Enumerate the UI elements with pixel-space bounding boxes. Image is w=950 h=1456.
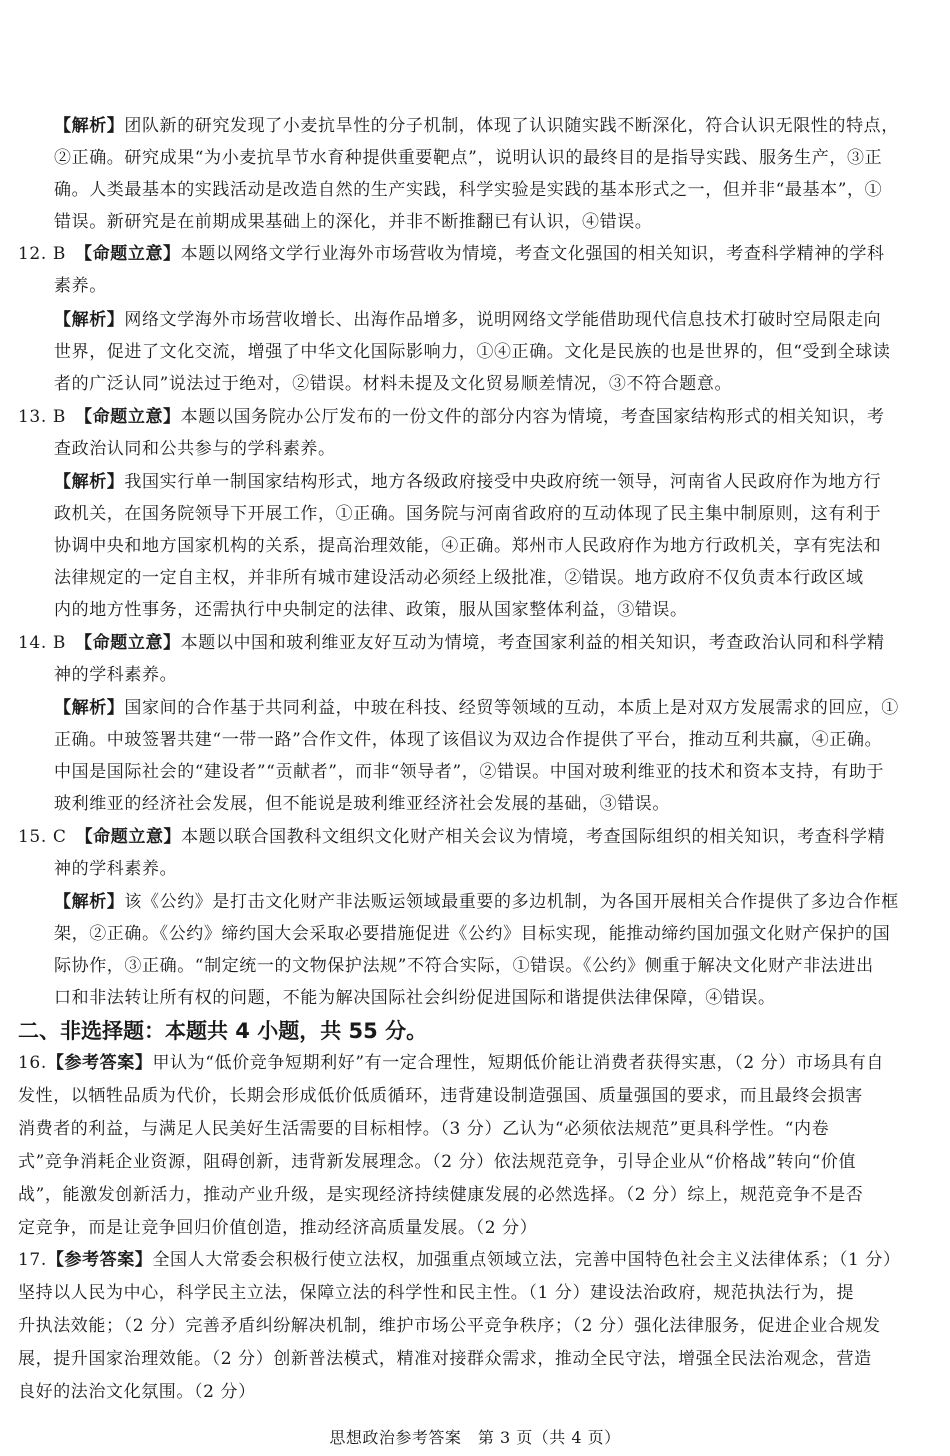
q12-intent-line-2: 素养。: [54, 276, 107, 296]
q13-analysis-line-4: 法律规定的一定自主权，并非所有城市建设活动必须经上级批准，②错误。地方政府不仅负责本行政区域: [54, 568, 864, 588]
q13-intent-line-2: 查政治认同和公共参与的学科素养。: [54, 439, 336, 459]
q11-analysis-line-3: 确。人类最基本的实践活动是改造自然的生产实践，科学实验是实践的基本形式之一，但并非“最基本”，①: [54, 180, 883, 200]
q14-intent-line-2: 神的学科素养。: [54, 665, 178, 685]
q17-answer-line-4: 展，提升国家治理效能。（2 分）创新普法模式，精准对接群众需求，推动全民守法，增强全民法治观念，营造: [18, 1349, 872, 1369]
q15-analysis-line-2: 架，②正确。《公约》缔约国大会采取必要措施促进《公约》目标实现，能推动缔约国加强文化财产保护的国: [54, 924, 891, 944]
q14-analysis-line-3: 中国是国际社会的“建设者”“贡献者”，而非“领导者”，②错误。中国对玻利维亚的技术和资本支持，有助于: [54, 762, 885, 782]
q15-intent-line-1: 15. C 【命题立意】本题以联合国教科文组织文化财产相关会议为情境，考查国际组织的相关知识，考查科学精: [18, 827, 886, 847]
answer-label: 【参考答案】: [46, 1053, 153, 1073]
q12-analysis-line-2: 世界，促进了文化交流，增强了中华文化国际影响力，①④正确。文化是民族的也是世界的，但“受到全球读: [54, 342, 891, 362]
q15-intent-line-2: 神的学科素养。: [54, 859, 178, 879]
q16-answer-line-6: 定竞争，而是让竞争回归价值创造，推动经济高质量发展。（2 分）: [18, 1218, 538, 1238]
q15-analysis-line-3: 际协作，③正确。“制定统一的文物保护法规”不符合实际，①错误。《公约》侧重于解决文化财产非法进出: [54, 956, 874, 976]
section-heading: 二、非选择题：本题共 4 小题，共 55 分。: [18, 1019, 428, 1043]
q16-answer-line-1: 16.【参考答案】甲认为“低价竞争短期利好”有一定合理性，短期低价能让消费者获得实惠，（2 分）市场具有自: [18, 1053, 884, 1073]
q17-answer-line-3: 升执法效能；（2 分）完善矛盾纠纷解决机制，维护市场公平竞争秩序；（2 分）强化法律服务，促进企业合规发: [18, 1316, 881, 1336]
q14-intent-line-1: 14. B 【命题立意】本题以中国和玻利维亚友好互动为情境，考查国家利益的相关知识，考查政治认同和科学精: [18, 633, 885, 653]
q16-number: 16.: [18, 1053, 47, 1073]
q11-analysis-line-2: ②正确。研究成果“为小麦抗旱节水育种提供重要靶点”，说明认识的最终目的是指导实践、服务生产，③正: [54, 148, 883, 168]
q17-answer-line-5: 良好的法治文化氛围。（2 分）: [18, 1382, 256, 1402]
q14-number: 14. B: [18, 633, 66, 653]
intent-label: 【命题立意】: [83, 407, 181, 427]
q16-answer-line-2: 发性，以牺牲品质为代价，长期会形成低价低质循环，违背建设制造强国、质量强国的要求，而且最终会损害: [18, 1086, 863, 1106]
q13-number: 13. B: [18, 407, 66, 427]
q12-number: 12. B: [18, 244, 66, 264]
q14-analysis-line-4: 玻利维亚的经济社会发展，但不能说是玻利维亚经济社会发展的基础，③错误。: [54, 794, 670, 814]
intent-label: 【命题立意】: [83, 633, 181, 653]
analysis-label: 【解析】: [54, 116, 125, 136]
q12-analysis-line-3: 者的广泛认同”说法过于绝对，②错误。材料未提及文化贸易顺差情况，③不符合题意。: [54, 374, 733, 394]
q12-analysis-line-1: 【解析】网络文学海外市场营收增长、出海作品增多，说明网络文学能借助现代信息技术打破时空局限走向: [54, 310, 882, 330]
q15-number: 15. C: [18, 827, 67, 847]
analysis-label: 【解析】: [54, 472, 125, 492]
q17-answer-line-2: 坚持以人民为中心，科学民主立法，保障立法的科学性和民主性。（1 分）建设法治政府，规范执法行为，提: [18, 1283, 855, 1303]
q15-analysis-line-4: 口和非法转让所有权的问题，不能为解决国际社会纠纷促进国际和谐提供法律保障，④错误。: [54, 988, 776, 1008]
q14-analysis-line-2: 正确。中玻签署共建“一带一路”合作文件，体现了该倡议为双边合作提供了平台，推动互利共赢，④正确。: [54, 730, 883, 750]
analysis-label: 【解析】: [54, 892, 125, 912]
q17-answer-line-1: 17.【参考答案】全国人大常委会积极行使立法权，加强重点领域立法，完善中国特色社会主义法律体系；（1 分）: [18, 1250, 901, 1270]
q13-analysis-line-3: 协调中央和地方国家机构的关系，提高治理效能，④正确。郑州市人民政府作为地方行政机关，享有宪法和: [54, 536, 882, 556]
q17-number: 17.: [18, 1250, 47, 1270]
intent-label: 【命题立意】: [84, 827, 182, 847]
q11-analysis-line-1: 【解析】团队新的研究发现了小麦抗旱性的分子机制，体现了认识随实践不断深化，符合认识无限性的特点，: [54, 116, 899, 136]
q11-analysis-line-4: 错误。新研究是在前期成果基础上的深化，并非不断推翻已有认识，④错误。: [54, 212, 653, 232]
analysis-label: 【解析】: [54, 310, 125, 330]
q15-analysis-line-1: 【解析】该《公约》是打击文化财产非法贩运领域最重要的多边机制，为各国开展相关合作提供了多边合作框: [54, 892, 899, 912]
q16-answer-line-5: 战”，能激发创新活力，推动产业升级，是实现经济持续健康发展的必然选择。（2 分）综上，规范竞争不是否: [18, 1185, 864, 1205]
answer-label: 【参考答案】: [46, 1250, 153, 1270]
q13-analysis-line-1: 【解析】我国实行单一制国家结构形式，地方各级政府接受中央政府统一领导，河南省人民政府作为地方行: [54, 472, 882, 492]
q16-answer-line-4: 式”竞争消耗企业资源，阻碍创新，违背新发展理念。（2 分）依法规范竞争，引导企业从“价格战”转向“价值: [18, 1152, 857, 1172]
intent-label: 【命题立意】: [83, 244, 181, 264]
analysis-label: 【解析】: [54, 698, 125, 718]
q13-analysis-line-5: 内的地方性事务，还需执行中央制定的法律、政策，服从国家整体利益，③错误。: [54, 600, 688, 620]
q12-intent-line-1: 12. B 【命题立意】本题以网络文学行业海外市场营收为情境，考查文化强国的相关知识，考查科学精神的学科: [18, 244, 885, 264]
page-footer: 思想政治参考答案 第 3 页（共 4 页）: [329, 1428, 621, 1447]
q16-answer-line-3: 消费者的利益，与满足人民美好生活需要的目标相悖。（3 分）乙认为“必须依法规范”更具科学性。“内卷: [18, 1119, 830, 1139]
q13-intent-line-1: 13. B 【命题立意】本题以国务院办公厅发布的一份文件的部分内容为情境，考查国家结构形式的相关知识，考: [18, 407, 885, 427]
q14-analysis-line-1: 【解析】国家间的合作基于共同利益，中玻在科技、经贸等领域的互动，本质上是对双方发展需求的回应，①: [54, 698, 899, 718]
q13-analysis-line-2: 政机关，在国务院领导下开展工作，①正确。国务院与河南省政府的互动体现了民主集中制原则，这有利于: [54, 504, 882, 524]
